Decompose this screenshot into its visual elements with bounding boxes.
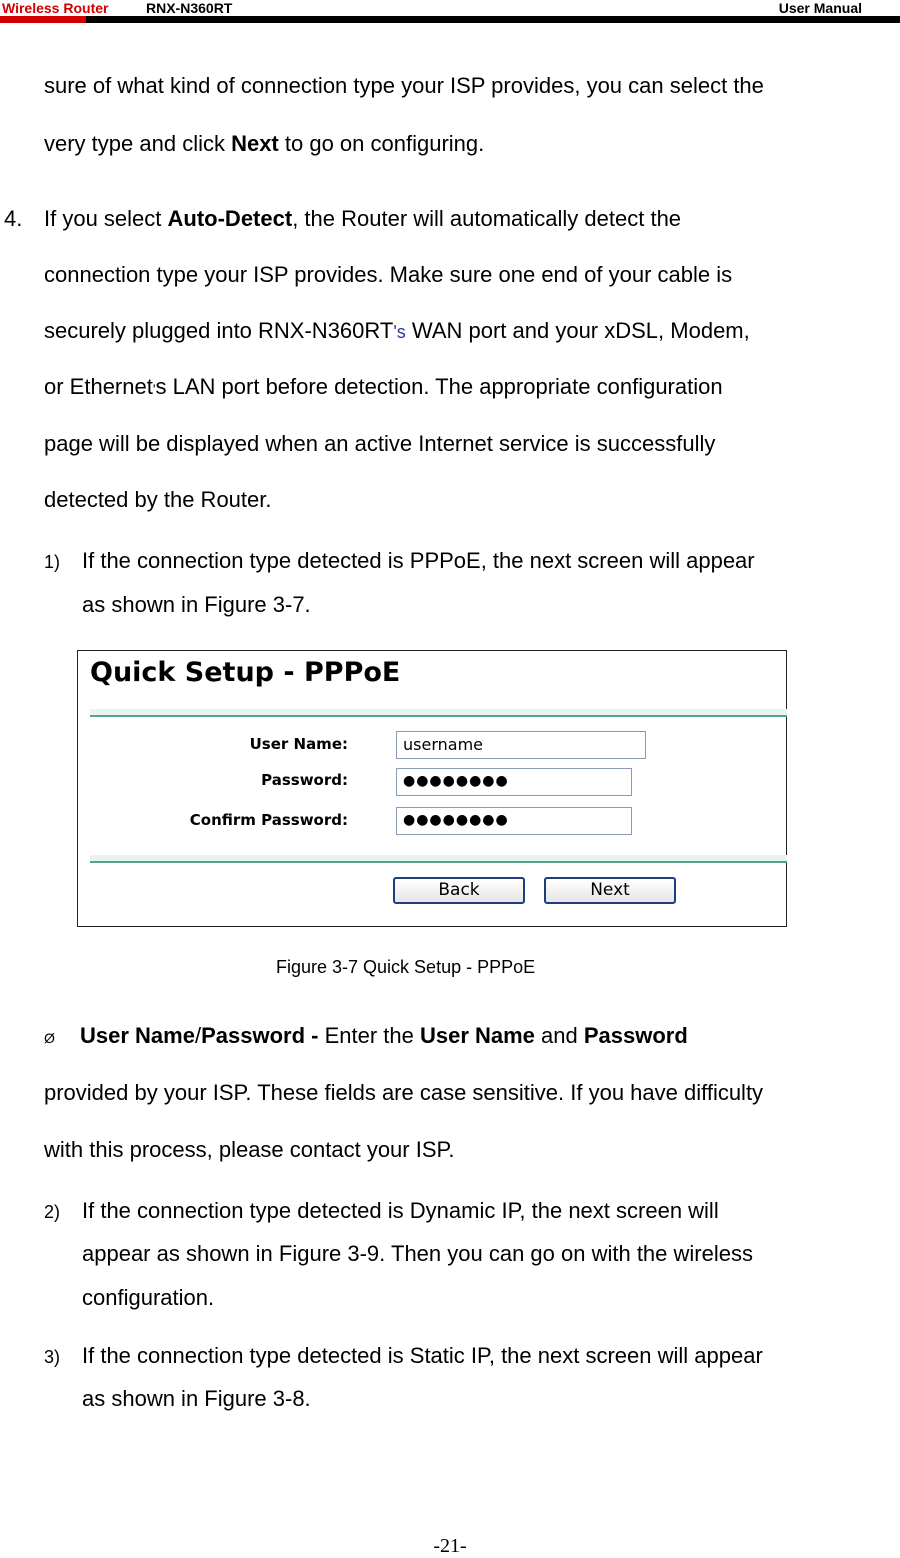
bullet-arrow-icon: Ø (44, 1030, 55, 1046)
password-keyword: Password - (201, 1023, 319, 1048)
step4-line4-apos: ' (152, 381, 156, 397)
header-manual: User Manual (778, 0, 862, 16)
page-number: -21- (433, 1535, 467, 1557)
password-input[interactable]: ●●●●●●●● (396, 768, 632, 796)
password-label: Password: (261, 771, 348, 789)
figure-title: Quick Setup - PPPoE (90, 657, 401, 688)
intro-line2 (44, 131, 484, 157)
sub3-line1: If the connection type detected is Static IP, the next screen will appear (82, 1343, 763, 1368)
step4-line5: page will be displayed when an active Internet service is successfully (44, 431, 716, 456)
bullet-line3: with this process, please contact your ISP. (44, 1137, 455, 1162)
bullet-mid: Enter the (318, 1023, 420, 1048)
username-label: User Name: (249, 735, 348, 753)
sub3-number: 3) (44, 1347, 61, 1367)
sub1-number: 1) (44, 552, 61, 572)
sub3-line2: as shown in Figure 3-8. (82, 1386, 311, 1411)
sub2-number: 2) (44, 1202, 61, 1222)
username-input[interactable]: username (396, 731, 646, 759)
figure-caption: Figure 3-7 Quick Setup - PPPoE (276, 957, 536, 977)
sub2-line2: appear as shown in Figure 3-9. Then you can go on with the wireless (82, 1241, 753, 1266)
step4-line3-pre: securely plugged into RNX-N360RT (44, 318, 394, 343)
confirm-password-input[interactable]: ●●●●●●●● (396, 807, 632, 835)
step4-line6: detected by the Router. (44, 487, 272, 512)
sub1-line2: as shown in Figure 3-7. (82, 592, 311, 617)
header-black-bar (86, 16, 900, 23)
header-model: RNX-N360RT (146, 0, 233, 16)
intro-line2-post: to go on configuring. (278, 131, 485, 156)
intro-line1: sure of what kind of connection type your ISP provides, you can select the (44, 73, 764, 98)
bullet-line1 (80, 1023, 688, 1049)
step4-line4-pre: or Ethernet (44, 374, 153, 399)
step4-line3-apos: 's (393, 322, 406, 342)
step4-number: 4. (4, 206, 23, 231)
bullet-line2: provided by your ISP. These fields are case sensitive. If you have difficulty (44, 1080, 764, 1105)
step4-line3 (44, 318, 750, 345)
step4-line4 (44, 374, 723, 402)
intro-line2-pre: very type and click (44, 131, 232, 156)
figure-bottom-band (90, 855, 787, 863)
quick-setup-figure (77, 650, 787, 927)
step4-post: , the Router will automatically detect the (292, 206, 682, 231)
auto-detect-keyword: Auto-Detect (167, 206, 293, 231)
next-button[interactable]: Next (544, 877, 676, 904)
step4-line3-post: WAN port and your xDSL, Modem, (405, 318, 750, 343)
bullet-and: and (534, 1023, 584, 1048)
password-keyword-2: Password (583, 1023, 688, 1048)
sub1-line1: If the connection type detected is PPPoE, the next screen will appear (82, 548, 755, 573)
user-name-keyword: User Name (80, 1023, 195, 1048)
next-keyword: Next (231, 131, 279, 156)
step4-pre: If you select (44, 206, 168, 231)
user-name-keyword-2: User Name (419, 1023, 535, 1048)
header-red-bar (0, 16, 86, 23)
header-brand: Wireless Router (2, 0, 109, 16)
step4-line1 (44, 206, 681, 232)
sub2-line3: configuration. (82, 1285, 215, 1310)
bullet-slash: / (194, 1023, 202, 1048)
step4-line2: connection type your ISP provides. Make sure one end of your cable is (44, 262, 733, 287)
back-button[interactable]: Back (393, 877, 525, 904)
confirm-password-label: Confirm Password: (189, 811, 348, 829)
page-header (0, 0, 900, 24)
figure-top-band (90, 709, 787, 717)
sub2-line1: If the connection type detected is Dynamic IP, the next screen will (82, 1198, 719, 1223)
step4-line4-post: s LAN port before detection. The appropriate configuration (155, 374, 723, 399)
